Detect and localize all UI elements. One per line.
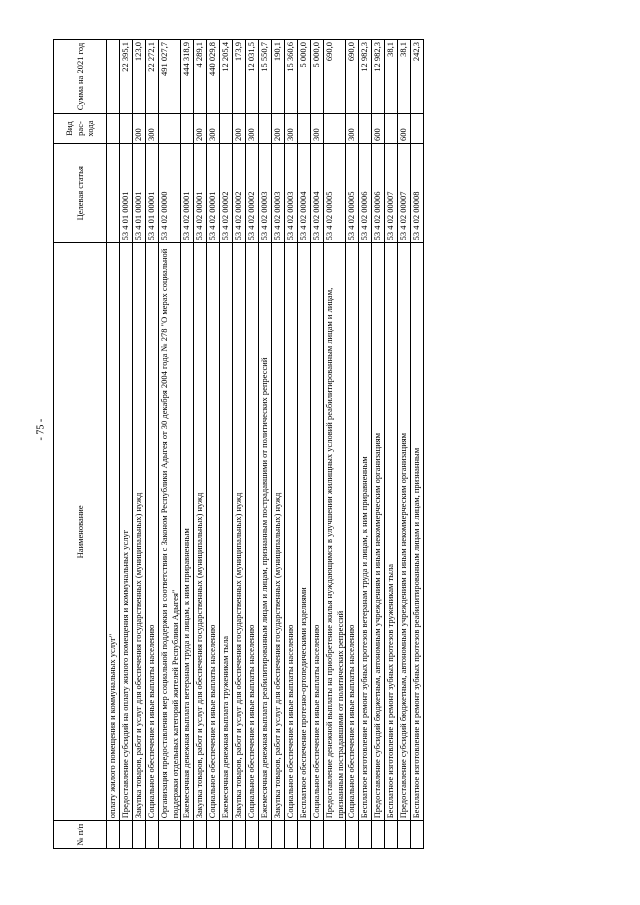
cell-sum: 12 982,3 [372,40,385,114]
cell-num [272,821,285,849]
cell-sum: 4 289,1 [194,40,207,114]
cell-code: 53 4 02 00004 [298,144,311,243]
table-row [398,40,411,849]
cell-kind: 200 [133,113,146,143]
cell-sum: 491 027,7 [159,40,181,114]
cell-name: Ежемесячная денежная выплата реабилитированным лицам и лицам, признанным пострадавшими от политических репрессий [259,243,272,821]
cell-code: 53 4 02 00003 [272,144,285,243]
cell-code [107,144,120,243]
cell-sum: 22 395,1 [120,40,133,114]
cell-kind [411,113,424,143]
table-row [411,40,424,849]
cell-sum: 440 029,8 [207,40,220,114]
cell-kind: 200 [194,113,207,143]
header-sum: Сумма на 2021 год [54,40,107,114]
cell-kind [220,113,233,143]
cell-code: 53 4 01 00001 [133,144,146,243]
cell-kind [181,113,194,143]
cell-num [181,821,194,849]
cell-kind: 300 [311,113,324,143]
cell-code: 53 4 02 00007 [398,144,411,243]
cell-num [359,821,372,849]
cell-kind: 200 [233,113,246,143]
cell-num [120,821,133,849]
cell-kind [120,113,133,143]
cell-num [107,821,120,849]
cell-num [220,821,233,849]
table-row [146,40,159,849]
cell-num [233,821,246,849]
table-row [133,40,146,849]
table-row [298,40,311,849]
cell-name: Социальное обеспечение и иные выплаты населению [346,243,359,821]
cell-num [194,821,207,849]
cell-num [398,821,411,849]
cell-sum: 690,0 [324,40,346,114]
cell-sum [107,40,120,114]
cell-sum: 22 272,1 [146,40,159,114]
cell-code: 53 4 02 00005 [324,144,346,243]
cell-num [372,821,385,849]
cell-num [146,821,159,849]
cell-code: 53 4 01 00001 [146,144,159,243]
cell-sum: 12 205,4 [220,40,233,114]
cell-num [246,821,259,849]
cell-num [346,821,359,849]
table-row [324,40,346,849]
cell-sum: 15 550,7 [259,40,272,114]
table-row [246,40,259,849]
table-row [107,40,120,849]
cell-sum: 123,0 [133,40,146,114]
table-row [311,40,324,849]
cell-num [207,821,220,849]
cell-kind: 600 [398,113,411,143]
cell-sum: 5 000,0 [311,40,324,114]
cell-code: 53 4 01 00001 [120,144,133,243]
cell-kind [259,113,272,143]
cell-sum: 38,1 [385,40,398,114]
cell-num [259,821,272,849]
cell-sum: 190,1 [272,40,285,114]
cell-num [298,821,311,849]
table-row [233,40,246,849]
table-header-row [54,40,107,849]
cell-num [385,821,398,849]
cell-num [411,821,424,849]
cell-name: Организация предоставления мер социальной поддержки в соответствии с Законом Республики Адыгея от 30 декабря 2004 года № 278 "О мерах социальной поддержки отдельных категорий жителей Республики Адыгея" [159,243,181,821]
header-num: № п/п [54,821,107,849]
cell-code: 53 4 02 00004 [311,144,324,243]
table-row [346,40,359,849]
cell-num [133,821,146,849]
cell-sum: 12 982,3 [359,40,372,114]
cell-code: 53 4 02 00002 [220,144,233,243]
cell-name: Социальное обеспечение и иные выплаты населению [311,243,324,821]
table-row [120,40,133,849]
cell-code: 53 4 02 00001 [194,144,207,243]
table-row [385,40,398,849]
cell-code: 53 4 02 00002 [233,144,246,243]
cell-name: оплату жилого помещения и коммунальных услуг" [107,243,120,821]
cell-name: Предоставление денежной выплаты на приобретение жилья нуждающимся в улучшении жилищных условий реабилитированным лицам и лицам, признанным пострадавшими от политических репрессий [324,243,346,821]
cell-name: Социальное обеспечение и иные выплаты населению [207,243,220,821]
page-number: - 75 - [35,418,47,441]
cell-kind [298,113,311,143]
table-row [194,40,207,849]
table-row [272,40,285,849]
cell-kind [385,113,398,143]
cell-kind [359,113,372,143]
rotated-page-content [53,39,573,849]
cell-kind: 600 [372,113,385,143]
cell-code: 53 4 02 00007 [385,144,398,243]
cell-kind: 200 [272,113,285,143]
header-code: Целевая статья [54,144,107,243]
table-row [159,40,181,849]
cell-name: Предоставление субсидий бюджетным, автономным учреждениям и иным некоммерческим организациям [398,243,411,821]
cell-code: 53 4 02 00003 [259,144,272,243]
cell-code: 53 4 02 00006 [372,144,385,243]
cell-code: 53 4 02 00008 [411,144,424,243]
cell-kind [324,113,346,143]
cell-name: Социальное обеспечение и иные выплаты населению [246,243,259,821]
table-row [285,40,298,849]
table-row [372,40,385,849]
cell-name: Закупка товаров, работ и услуг для обеспечения государственных (муниципальных) нужд [233,243,246,821]
table-body [107,40,424,849]
cell-sum: 242,3 [411,40,424,114]
table-row [181,40,194,849]
cell-kind [159,113,181,143]
cell-sum: 5 000,0 [298,40,311,114]
cell-code: 53 4 02 00001 [181,144,194,243]
cell-name: Бесплатное обеспечение протезно-ортопедическими изделиями [298,243,311,821]
cell-name: Ежемесячная денежная выплата труженикам тыла [220,243,233,821]
cell-kind: 300 [346,113,359,143]
cell-code: 53 4 02 00000 [159,144,181,243]
cell-num [311,821,324,849]
cell-sum: 38,1 [398,40,411,114]
cell-name: Закупка товаров, работ и услуг для обеспечения государственных (муниципальных) нужд [194,243,207,821]
cell-num [285,821,298,849]
cell-code: 53 4 02 00005 [346,144,359,243]
cell-sum: 690,0 [346,40,359,114]
cell-name: Закупка товаров, работ и услуг для обеспечения государственных (муниципальных) нужд [133,243,146,821]
cell-name: Бесплатное изготовление и ремонт зубных протезов реабилитированным лицам и лицам, признанным [411,243,424,821]
table-row [359,40,372,849]
header-kind: Вид рас- хода [54,113,107,143]
cell-code: 53 4 02 00001 [207,144,220,243]
cell-sum: 15 360,6 [285,40,298,114]
cell-sum: 173,9 [233,40,246,114]
cell-name: Социальное обеспечение и иные выплаты населению [285,243,298,821]
cell-kind: 300 [285,113,298,143]
cell-sum: 444 318,9 [181,40,194,114]
cell-kind: 300 [246,113,259,143]
cell-code: 53 4 02 00006 [359,144,372,243]
table-row [207,40,220,849]
cell-code: 53 4 02 00002 [246,144,259,243]
cell-name: Предоставление субсидий на оплату жилого помещения и коммунальных услуг [120,243,133,821]
table-row [220,40,233,849]
cell-name: Закупка товаров, работ и услуг для обеспечения государственных (муниципальных) нужд [272,243,285,821]
cell-kind: 300 [146,113,159,143]
cell-num [159,821,181,849]
cell-kind [107,113,120,143]
cell-name: Предоставление субсидий бюджетным, автономным учреждениям и иным некоммерческим организациям [372,243,385,821]
cell-code: 53 4 02 00003 [285,144,298,243]
cell-num [324,821,346,849]
cell-name: Социальное обеспечение и иные выплаты населению [146,243,159,821]
table-row [259,40,272,849]
cell-name: Бесплатное изготовление и ремонт зубных протезов труженикам тыла [385,243,398,821]
cell-kind: 300 [207,113,220,143]
cell-sum: 12 031,5 [246,40,259,114]
budget-table [53,39,424,849]
header-name: Наименование [54,243,107,821]
cell-name: Бесплатное изготовление и ремонт зубных протезов ветеранам труда и лицам, к ним приравненным [359,243,372,821]
cell-name: Ежемесячная денежная выплата ветеранам труда и лицам, к ним приравненным [181,243,194,821]
